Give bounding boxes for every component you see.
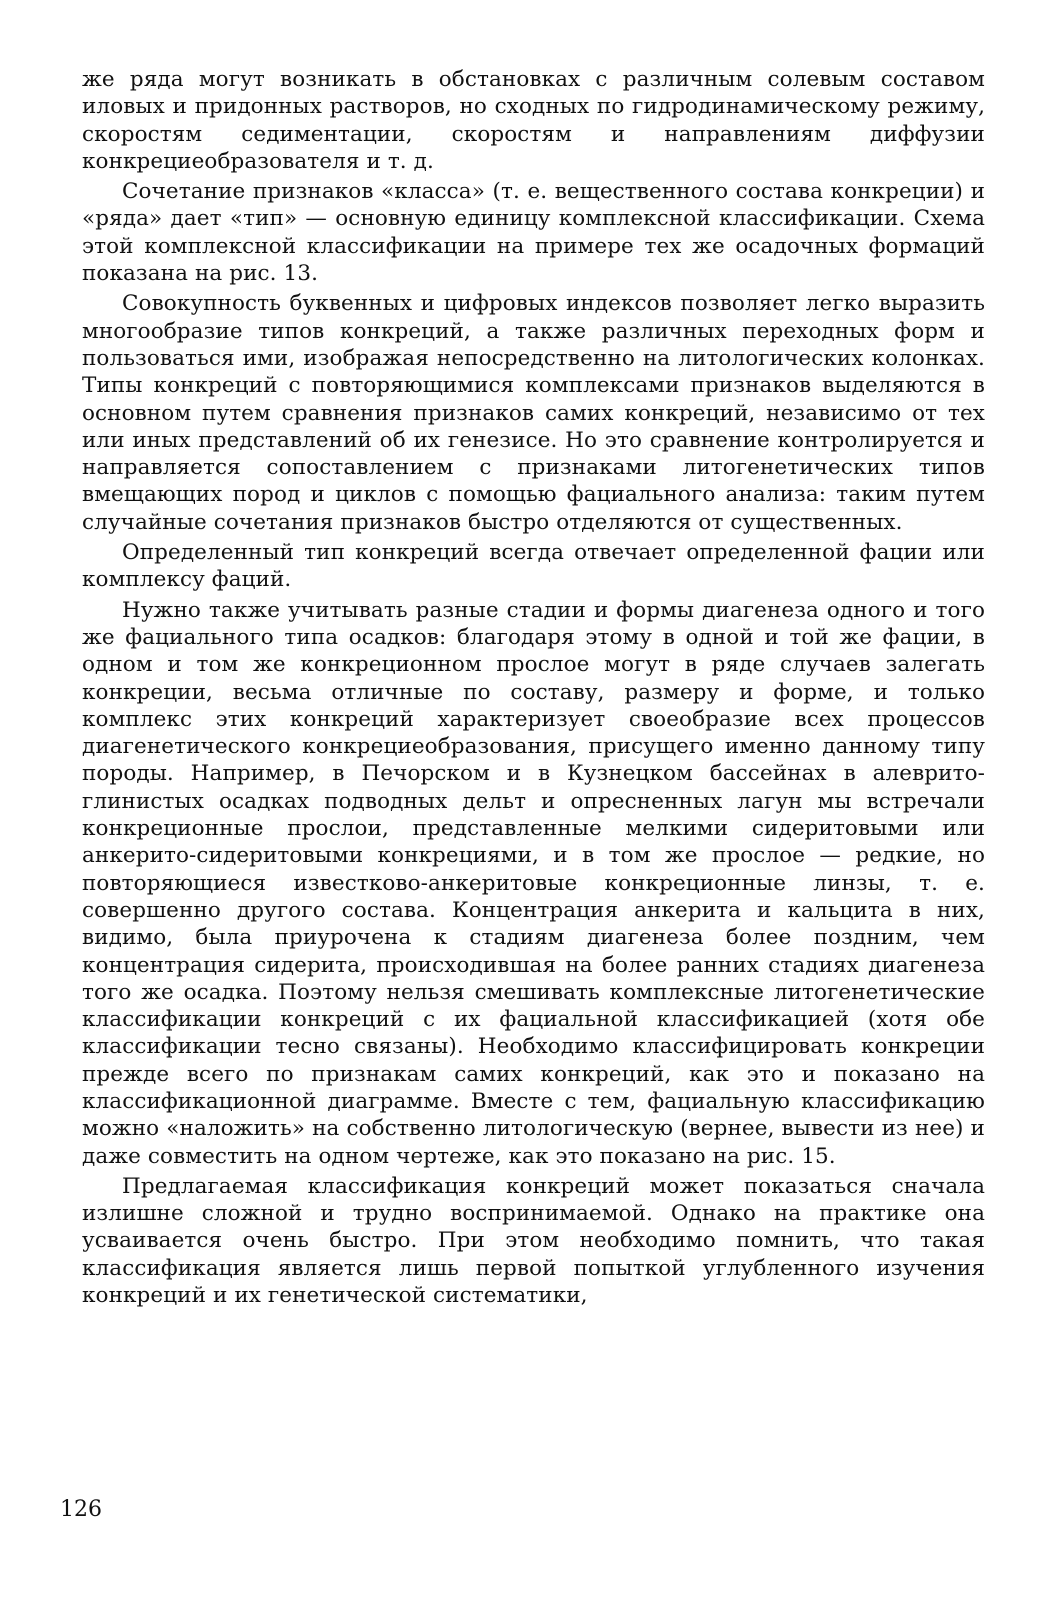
page-text [82,66,985,1312]
page-number: 126 [60,1497,102,1522]
paragraph: Нужно также учитывать разные стадии и формы диагенеза одного и того же фациального типа осадков: благодаря этому в одной и той же фации, в одном и том же конкреционном прослое могут в ряде случаев залегать конкреции, весьма отличные по составу, размеру и форме, и только комплекс этих конкреций характеризует своеобразие всех процессов диагенетического конкрециеобразования, присущего именно данному типу породы. Например, в Печорском и в Кузнецком бассейнах в алеврито-глинистых осадках подводных дельт и опресненных лагун мы встречали конкреционные прослои, представленные мелкими сидеритовыми или анкерито-сидеритовыми конкрециями, и в том же прослое — редкие, но повторяющиеся известково-анкеритовые конкреционные линзы, т. е. совершенно другого состава. Концентрация анкерита и кальцита в них, видимо, была приурочена к стадиям диагенеза более поздним, чем концентрация сидерита, происходившая на более ранних стадиях диагенеза того же осадка. Поэтому нельзя смешивать комплексные литогенетические классификации конкреций с их фациальной классификацией (хотя обе классификации тесно связаны). Необходимо классифицировать конкреции прежде всего по признакам самих конкреций, как это и показано на классификационной диаграмме. Вместе с тем, фациальную классификацию можно «наложить» на собственно литологическую (вернее, вывести из нее) и даже совместить на одном чертеже, как это показано на рис. 15. [82,597,985,1169]
paragraph: Определенный тип конкреций всегда отвечает определенной фации или комплексу фаций. [82,540,985,593]
paragraph-continued: же ряда могут возникать в обстановках с различным солевым составом иловых и придонных растворов, но сходных по гидродинамическому режиму, скоростям седиментации, скоростям и направлениям диффузии конкрециеобразователя и т. д. [82,67,985,174]
paragraph: Предлагаемая классификация конкреций может показаться сначала излишне сложной и трудно воспринимаемой. Однако на практике она усваивается очень быстро. При этом необходимо помнить, что такая классификация является лишь первой попыткой углубленного изучения конкреций и их генетической систематики, [82,1173,985,1309]
paragraph: Совокупность буквенных и цифровых индексов позволяет легко выразить многообразие типов конкреций, а также различных переходных форм и пользоваться ими, изображая непосредственно на литологических колонках. Типы конкреций с повторяющимися комплексами признаков выделяются в основном путем сравнения признаков самих конкреций, независимо от тех или иных представлений об их генезисе. Но это сравнение контролируется и направляется сопоставлением с признаками литогенетических типов вмещающих пород и циклов с помощью фациального анализа: таким путем случайные сочетания признаков быстро отделяются от существенных. [82,291,985,535]
paragraph: Сочетание признаков «класса» (т. е. вещественного состава конкреции) и «ряда» дает «тип» — основную единицу комплексной классификации. Схема этой комплексной классификации на примере тех же осадочных формаций показана на рис. 13. [82,179,985,287]
